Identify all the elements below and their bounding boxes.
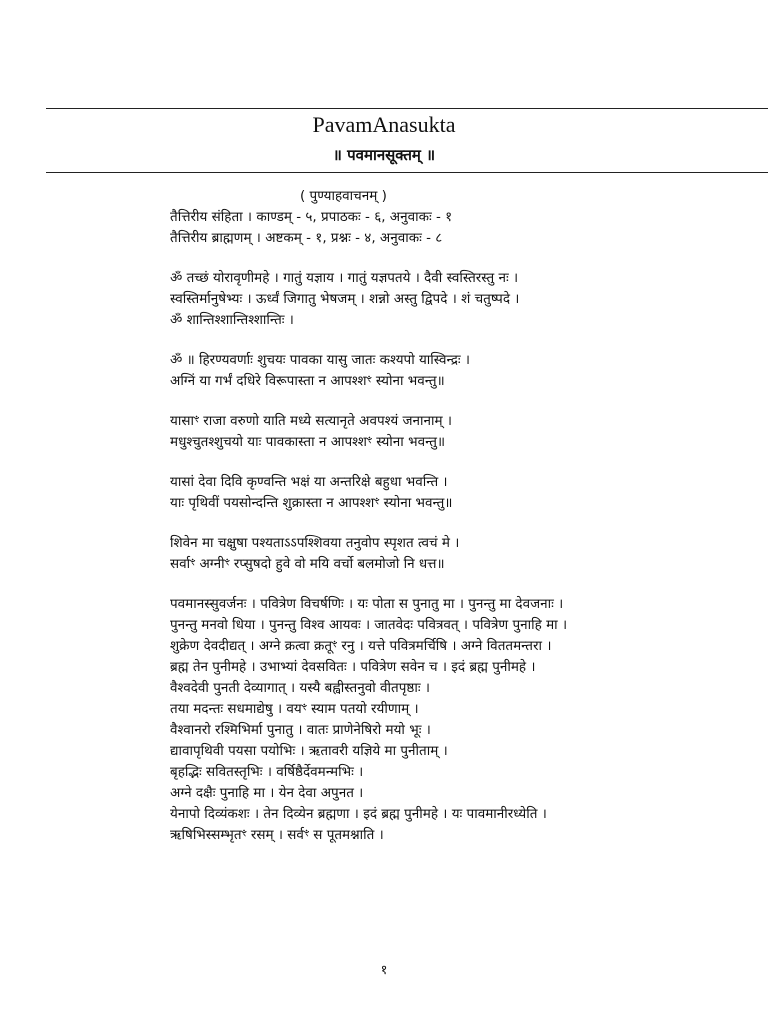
- section-heading: ( पुण्याहवाचनम् ): [300, 188, 387, 204]
- verse-line: अग्ने दक्षैः पुनाहि मा । येन देवा अपुनत ।: [170, 785, 364, 801]
- verse-line: शिवेन मा चक्षुषा पश्यताऽऽपश्शिवया तनुवोप स्पृशत त्वचं मे ।: [170, 535, 460, 551]
- stanza-gap: [170, 514, 750, 533]
- verse-line: येनापो दिव्यंकशः । तेन दिव्येन ब्रह्मणा । इदं ब्रह्म पुनीमहे । यः पावमानीरध्येति ।: [170, 806, 547, 822]
- verse-line: बृहद्भिः सवितस्तृभिः । वर्षिष्ठैर्देवमन्मभिः ।: [170, 764, 364, 780]
- verse-line: अग्निं या गर्भं दधिरे विरूपास्ता न आपश्शꣳ स्योना भवन्तु॥: [170, 373, 445, 389]
- verse-line: ॐ ॥ हिरण्यवर्णाः शुचयः पावका यासु जातः कश्यपो यास्विन्द्रः ।: [170, 352, 471, 368]
- verse-line: ॐ तच्छं योरावृणीमहे । गातुं यज्ञाय । गातुं यज्ञपतये । दैवी स्वस्तिरस्तु नः ।: [170, 270, 519, 286]
- verse-line: याः पृथिवीं पयसोन्दन्ति शुक्रास्ता न आपश्शꣳ स्योना भवन्तु॥: [170, 495, 453, 511]
- stanza-gap: [170, 331, 750, 350]
- verse-line: वैश्वानरो रश्मिभिर्मा पुनातु । वातः प्राणेनेषिरो मयो भूः ।: [170, 722, 431, 738]
- page-title: PavamAnasukta: [312, 112, 456, 137]
- stanza: [170, 533, 750, 575]
- stanza-gap: [170, 392, 750, 411]
- verse-line: ॐ शान्तिश्शान्तिश्शान्तिः ।: [170, 312, 294, 328]
- stanza: [170, 411, 750, 453]
- verse-line: तया मदन्तः सधमाद्येषु । वयꣳ स्याम पतयो रयीणाम् ।: [170, 701, 419, 717]
- stanza: [170, 594, 750, 846]
- verse-line: ऋषिभिस्सम्भृतꣳ रसम् । सर्वꣳ स पूतमश्नाति ।: [170, 827, 384, 843]
- reference-line: तैत्तिरीय ब्राह्मणम् । अष्टकम् - १, प्रश्नः - ४, अनुवाकः - ८: [170, 230, 443, 246]
- verse-line: पुनन्तु मनवो धिया । पुनन्तु विश्व आयवः । जातवेदः पवित्रवत् । पवित्रेण पुनाहि मा ।: [170, 617, 568, 633]
- verse-line: यासाꣳ राजा वरुणो याति मध्ये सत्यानृते अवपश्यं जनानाम् ।: [170, 413, 452, 429]
- reference-line: तैत्तिरीय संहिता । काण्डम् - ५, प्रपाठकः - ६, अनुवाकः - १: [170, 209, 453, 225]
- header-bottom-rule: [46, 172, 768, 173]
- top-rule: [46, 108, 768, 109]
- document-body: [170, 186, 750, 846]
- page-number: १: [380, 963, 388, 978]
- verse-line: सर्वाꣳ अग्नीꣳ रप्सुषदो हुवे वो मयि वर्चो बलमोजो नि धत्त॥: [170, 556, 445, 572]
- stanza-gap: [170, 575, 750, 594]
- stanza-gap: [170, 453, 750, 472]
- stanza: [170, 472, 750, 514]
- verse-line: द्यावापृथिवी पयसा पयोभिः । ऋतावरी यज्ञिये मा पुनीताम् ।: [170, 743, 448, 759]
- stanza-list: [170, 249, 750, 846]
- verse-line: मधुश्चुतश्शुचयो याः पावकास्ता न आपश्शꣳ स्योना भवन्तु॥: [170, 434, 446, 450]
- stanza: [170, 268, 750, 331]
- verse-line: शुक्रेण देवदीद्यत् । अग्ने क्रत्वा क्रतूꣳ रनु । यत्ते पवित्रमर्चिषि । अग्ने विततमन्तरा ।: [170, 638, 552, 654]
- stanza: [170, 350, 750, 392]
- stanza-gap: [170, 249, 750, 268]
- verse-line: वैश्वदेवी पुनती देव्यागात् । यस्यै बह्वीस्तनुवो वीतपृष्ठाः ।: [170, 680, 430, 696]
- verse-line: ब्रह्म तेन पुनीमहे । उभाभ्यां देवसवितः । पवित्रेण सवेन च । इदं ब्रह्म पुनीमहे ।: [170, 659, 536, 675]
- page-subtitle: ॥ पवमानसूक्तम् ॥: [332, 146, 436, 164]
- verse-line: पवमानस्सुवर्जनः । पवित्रेण विचर्षणिः । यः पोता स पुनातु मा । पुनन्तु मा देवजनाः ।: [170, 596, 564, 612]
- verse-line: यासां देवा दिवि कृण्वन्ति भक्षं या अन्तरिक्षे बहुधा भवन्ति ।: [170, 474, 448, 490]
- verse-line: स्वस्तिर्मानुषेभ्यः । ऊर्ध्वं जिगातु भेषजम् । शन्नो अस्तु द्विपदे । शं चतुष्पदे ।: [170, 291, 520, 307]
